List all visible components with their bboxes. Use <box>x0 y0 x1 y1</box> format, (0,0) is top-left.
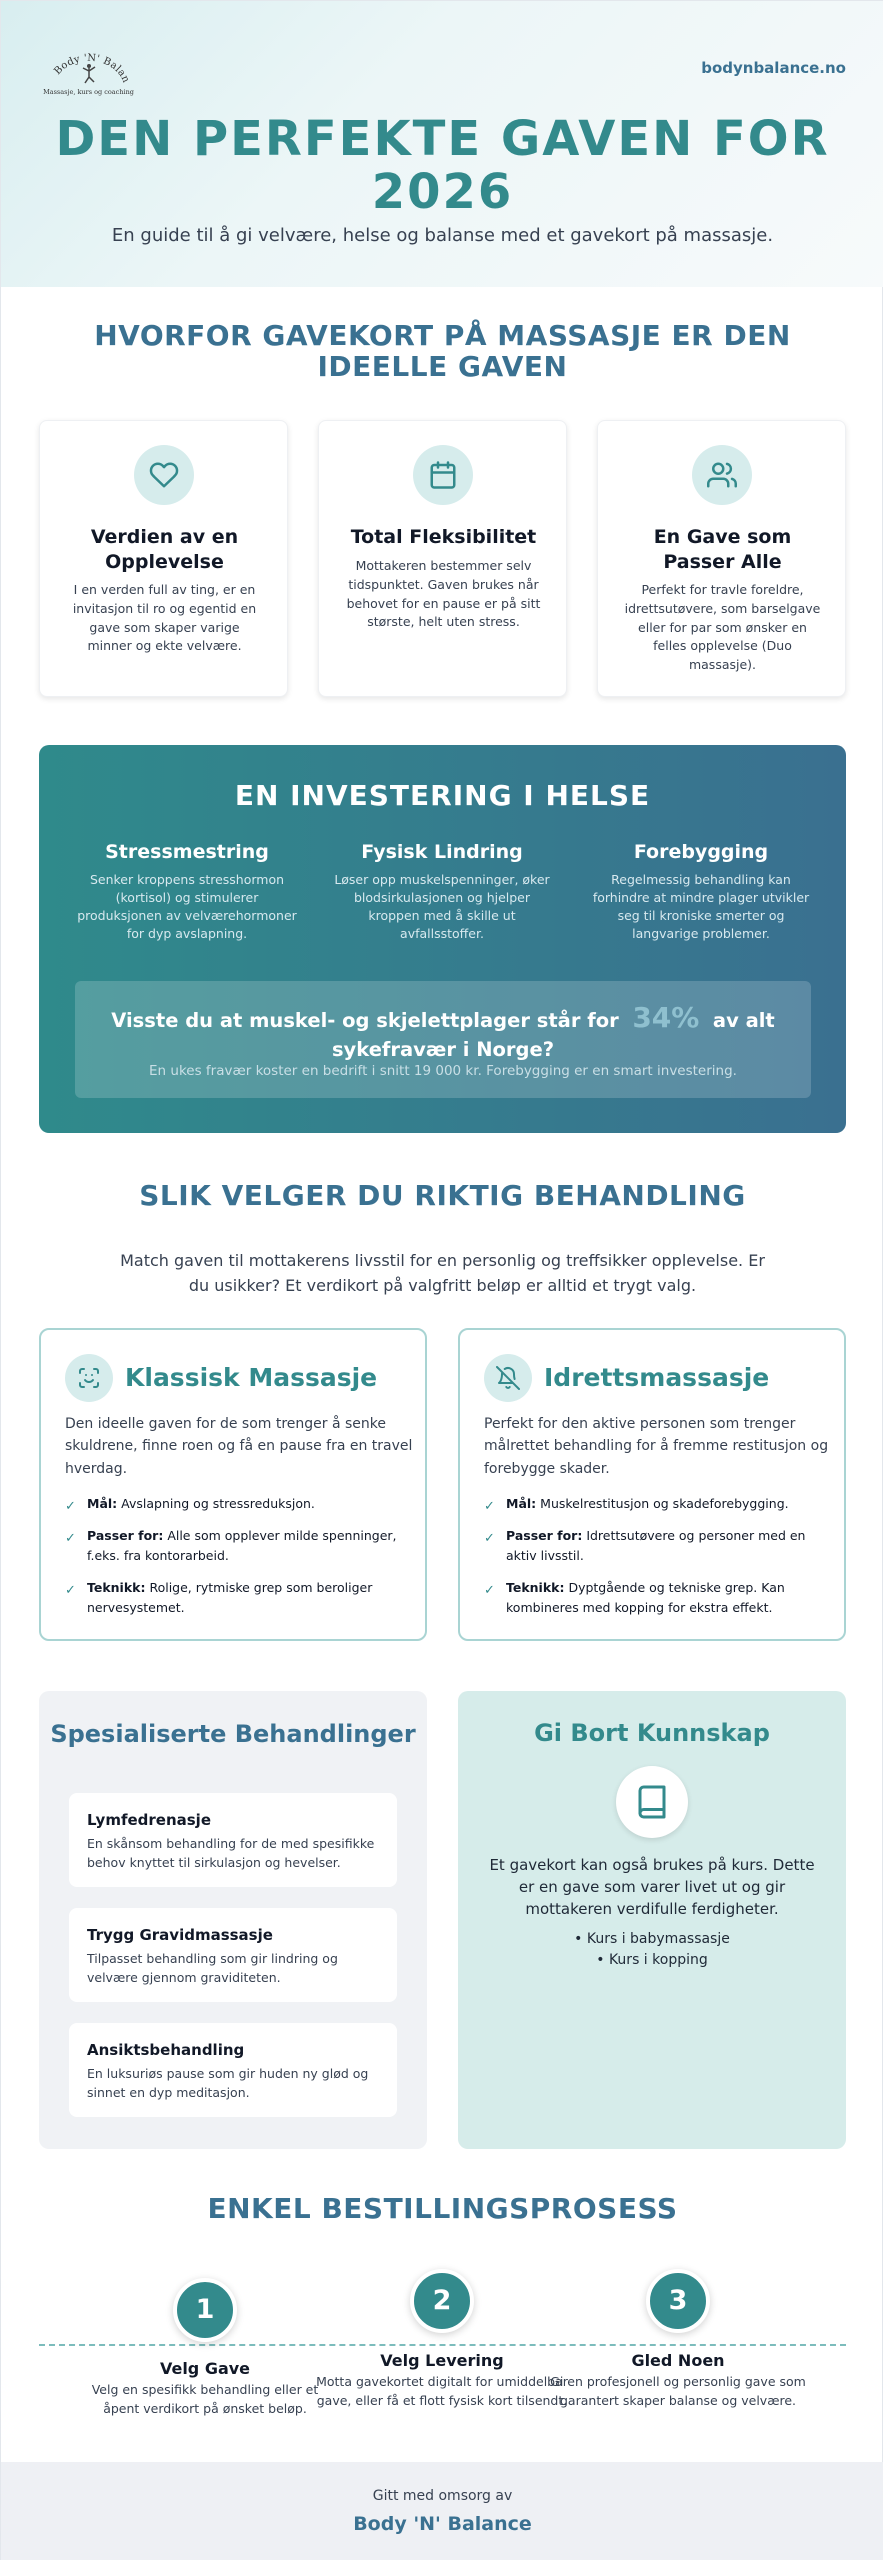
page-subtitle: En guide til å gi velvære, helse og balanse med et gavekort på massasje. <box>111 225 774 246</box>
knowledge-heading: Gi Bort Kunnskap <box>534 1719 770 1747</box>
step-number: 3 <box>646 2269 710 2333</box>
knowledge-panel <box>458 1691 846 2149</box>
fact-text-before: Visste du at muskel- og skjelettplager står for <box>111 1009 619 1032</box>
investment-col-relief <box>327 841 557 944</box>
step-title: Velg Gave <box>159 2359 251 2378</box>
why-card-for-everyone <box>597 420 846 697</box>
treatment-title: Klassisk Massasje <box>125 1363 378 1392</box>
step-title: Gled Noen <box>631 2351 725 2370</box>
list-item: • Kurs i babymassasje <box>574 1931 730 1947</box>
investment-col-text: Senker kroppens stresshormon (kortisol) og stimulerer produksjonen av velværehormoner for dyp avslapning. <box>77 872 297 942</box>
investment-col-title: Forebygging <box>633 841 769 863</box>
choose-heading: SLIK VELGER DU RIKTIG BEHANDLING <box>139 1179 746 1212</box>
fact-statement <box>75 999 811 1063</box>
check-icon: ✓ <box>65 1531 76 1547</box>
special-item-lymph <box>69 1793 397 1887</box>
logo-graphic <box>41 41 136 89</box>
hero-header <box>1 1 883 287</box>
special-treatments-panel <box>39 1691 427 2149</box>
card-text: Mottakeren bestemmer selv tidspunktet. Gaven brukes når behovet for en pause er på sitt største, helt uten stress. <box>346 558 541 630</box>
list-item: ✓ Passer for: Idrettsutøvere og personer med en aktiv livsstil. <box>484 1528 806 1563</box>
list-item: • Kurs i kopping <box>596 1952 708 1968</box>
process-heading: ENKEL BESTILLINGSPROSESS <box>207 2192 678 2225</box>
investment-heading: EN INVESTERING I HELSE <box>234 779 651 812</box>
check-icon: ✓ <box>484 1499 495 1514</box>
card-title: En Gave som Passer Alle <box>653 526 792 573</box>
fact-note: En ukes fravær koster en bedrift i snitt 19 000 kr. Forebygging er en smart investering. <box>149 1063 737 1079</box>
special-item-title: Ansiktsbehandling <box>87 2041 245 2059</box>
logo-name: Body 'N' Balan <box>52 52 132 85</box>
treatment-description: Perfekt for den aktive personen som trenger målrettet behandling for å fremme restitusjon og forebygge skader. <box>484 1416 829 1477</box>
card-text: I en verden full av ting, er en invitasjon til ro og egentid en gave som skaper varige minner og ekte velvære. <box>72 582 257 654</box>
list-item: ✓ Teknikk: Dyptgående og tekniske grep. Kan kombineres med kopping for ekstra effekt. <box>484 1580 785 1615</box>
website-link[interactable]: bodynbalance.no <box>701 59 846 77</box>
investment-col-stress <box>72 841 302 944</box>
step-number: 2 <box>410 2269 474 2333</box>
book-icon <box>616 1766 688 1838</box>
fact-box <box>75 981 811 1098</box>
check-icon: ✓ <box>484 1531 495 1547</box>
treatment-card-sports <box>458 1328 846 1641</box>
treatment-description: Den ideelle gaven for de som trenger å senke skuldrene, finne roen og få en pause fra en travel hverdag. <box>65 1416 413 1477</box>
fact-text-after: av alt sykefravær i Norge? <box>331 1009 775 1061</box>
investment-section <box>39 745 846 1133</box>
special-item-facial <box>69 2023 397 2117</box>
why-card-flexibility <box>318 420 567 697</box>
special-item-text: En skånsom behandling for de med spesifikke behov knyttet til sirkulasjon og hevelser. <box>87 1836 375 1870</box>
svg-text:Body 'N' Balance <box>41 41 131 85</box>
list-item: ✓ Mål: Muskelrestitusjon og skadeforebygging. <box>484 1494 832 1513</box>
check-icon: ✓ <box>65 1583 76 1599</box>
step-text: Motta gavekortet digitalt for umiddelbar gave, eller få et flott fysisk kort tilsendt. <box>316 2374 568 2408</box>
check-icon: ✓ <box>65 1499 76 1514</box>
treatment-title: Idrettsmassasje <box>544 1363 770 1392</box>
why-card-experience <box>39 420 288 697</box>
investment-col-prevention <box>586 841 816 944</box>
bell-off-icon <box>484 1354 532 1402</box>
special-item-text: En luksuriøs pause som gir huden ny glød og sinnet en dyp meditasjon. <box>87 2066 369 2100</box>
knowledge-text: Et gavekort kan også brukes på kurs. Dette er en gave som varer livet ut og gir mottakeren verdifulle ferdigheter. <box>489 1856 815 1918</box>
logo[interactable] <box>41 41 136 101</box>
check-icon: ✓ <box>484 1583 495 1599</box>
why-heading: HVORFOR GAVEKORT PÅ MASSASJE ER DEN IDEELLE GAVEN <box>94 319 791 384</box>
footer-brand: Body 'N' Balance <box>353 2513 532 2535</box>
step-text: Gi en profesjonell og personlig gave som garantert skaper balanse og velvære. <box>550 2374 806 2408</box>
special-item-text: Tilpasset behandling som gir lindring og velvære gjennom graviditeten. <box>87 1951 338 1985</box>
scan-face-icon <box>65 1354 113 1402</box>
calendar-icon <box>413 445 473 505</box>
list-item: ✓ Passer for: Alle som opplever milde spenninger, f.eks. fra kontorarbeid. <box>65 1528 397 1563</box>
investment-col-text: Regelmessig behandling kan forhindre at mindre plager utvikler seg til kroniske smerter og langvarige problemer. <box>592 872 810 942</box>
special-heading: Spesialiserte Behandlinger <box>50 1720 416 1748</box>
logo-tagline: Massasje, kurs og coaching <box>43 88 134 96</box>
page-title: DEN PERFEKTE GAVEN FOR 2026 <box>55 111 830 220</box>
footer <box>1 2462 883 2560</box>
course-list <box>458 1929 846 1971</box>
card-title: Verdien av en Opplevelse <box>90 526 239 573</box>
list-item: ✓ Mål: Avslapning og stressreduksjon. <box>65 1494 413 1513</box>
heart-icon <box>134 445 194 505</box>
special-item-title: Lymfedrenasje <box>87 1811 211 1829</box>
investment-col-text: Løser opp muskelspenninger, øker blodsirkulasjonen og hjelper kroppen med å skille ut avfallsstoffer. <box>334 872 550 942</box>
investment-col-title: Fysisk Lindring <box>361 841 523 863</box>
step-title: Velg Levering <box>380 2351 504 2370</box>
special-item-title: Trygg Gravidmassasje <box>87 1926 273 1944</box>
process-timeline <box>39 2344 846 2346</box>
list-item: ✓ Teknikk: Rolige, rytmiske grep som beroliger nervesystemet. <box>65 1580 373 1615</box>
special-item-pregnancy <box>69 1908 397 2002</box>
card-title: Total Fleksibilitet <box>350 526 537 548</box>
treatment-card-classic <box>39 1328 427 1641</box>
card-text: Perfekt for travle foreldre, idrettsutøvere, som barselgave eller for par som ønsker en felles opplevelse (Duo massasje). <box>624 582 821 672</box>
treatment-points <box>484 1494 832 1630</box>
users-icon <box>692 445 752 505</box>
investment-col-title: Stressmestring <box>105 841 269 863</box>
fact-percent: 34% <box>632 1001 700 1034</box>
treatment-points <box>65 1494 413 1630</box>
choose-intro: Match gaven til mottakerens livsstil for en personlig og treffsikker opplevelse. Er du usikker? Et verdikort på valgfritt beløp er alltid et trygt valg. <box>120 1251 765 1295</box>
step-text: Velg en spesifikk behandling eller et åpent verdikort på ønsket beløp. <box>91 2382 319 2416</box>
step-number: 1 <box>173 2278 237 2342</box>
footer-caption: Gitt med omsorg av <box>372 2488 513 2504</box>
